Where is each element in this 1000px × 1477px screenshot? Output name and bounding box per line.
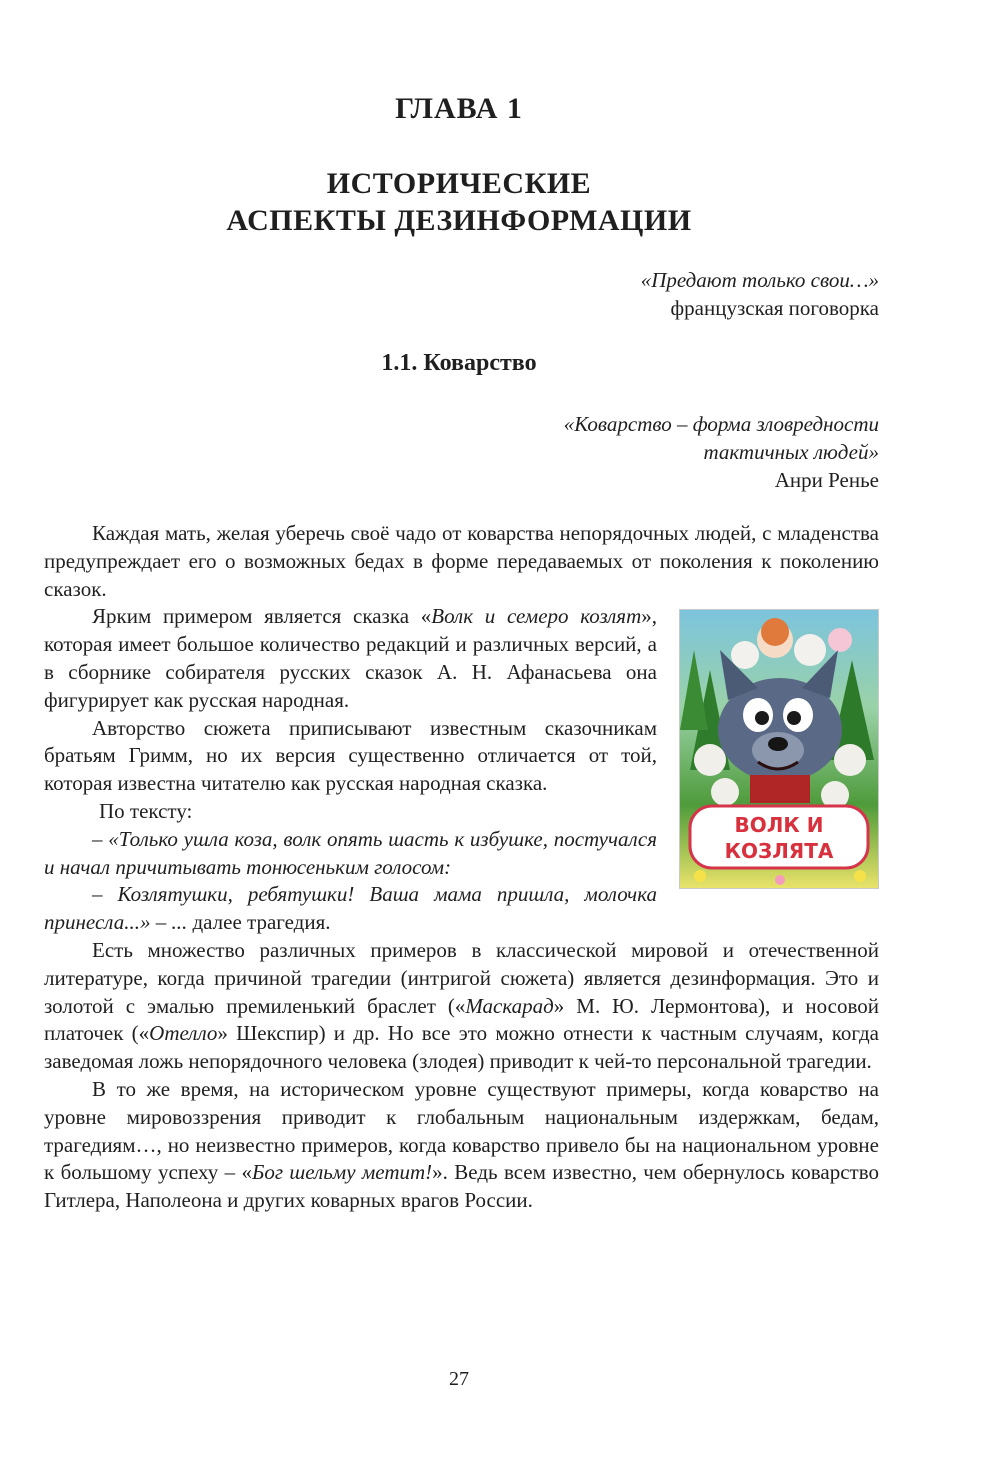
paragraph-2-text-a: Ярким примером является сказка « [92,604,432,629]
cover-title-line1: ВОЛК И [734,813,824,838]
paragraph-4: По тексту: [99,798,193,823]
paragraph-7 [44,937,879,1076]
quote-line-2: – Козлятушки, ребятушки! Ваша мама пришла, молочка принесла...» – ... [44,882,657,935]
paragraph-7-text-b: » М. Ю. Лермонтова), и носовой платочек (« [44,993,879,1046]
book-cover-image [679,609,879,889]
paragraph-8-text-a: В то же время, на историческом уровне существуют примеры, когда коварство на уровне мировоззрения приводит к глобальным национальным издержкам, бедам, трагедиям…, но неизвестно примеров, когда коварство привело бы на национальном уровне к большому успеху – « [44,1076,879,1185]
wolf-and-kids-illustration [680,610,878,888]
chapter-label: ГЛАВА 1 [395,92,523,125]
chapter-title-line1: ИСТОРИЧЕСКИЕ [326,167,592,200]
paragraph-3: Авторство сюжета приписывают известным сказочникам братьям Гримм, но их версия существенно отличается от той, которая известна читателю как русская народная сказка. [44,715,657,796]
section-title: 1.1. Коварство [381,350,537,376]
epigraph-quote: «Предают только свои…» [640,268,879,292]
quote-line-1: – «Только ушла коза, волк опять шасть к избушке, постучался и начал причитывать тонюсеньким голосом: [44,826,657,879]
paragraph-7-text-c: » Шекспир) и др. Но все это можно отнести к частным случаям, когда заведомая ложь непорядочного человека (злодея) приводит к чей-то персональной трагедии. [44,1021,879,1074]
paragraph-7-text-a: Есть множество различных примеров в классической мировой и отечественной литературе, когда причиной трагедии (интригой сюжета) является дезинформация. Это и золотой с эмалью премиленький браслет (« [44,937,879,1018]
paragraph-7-italic-2: Отелло [149,1021,218,1046]
epigraph-source: французская поговорка [670,296,879,320]
paragraph-1: Каждая мать, желая уберечь своё чадо от коварства непорядочных людей, с младенства предупреждает его о возможных бедах в форме передаваемых от поколения к поколению сказок. [44,521,879,601]
paragraph-2-italic: Волк и семеро козлят [431,604,642,629]
page-number: 27 [449,1368,469,1390]
paragraph-6-text: далее трагедия. [192,910,331,935]
epigraph-quote-line2: тактичных людей» [703,440,879,464]
body-text [44,520,879,1215]
paragraph-8-italic: Бог шельму метит! [251,1160,433,1185]
chapter-title [0,165,918,239]
chapter-title-line2: АСПЕКТЫ ДЕЗИНФОРМАЦИИ [226,204,692,237]
paragraph-8-text-b: ». Ведь всем известно, чем обернулось коварство Гитлера, Наполеона и других коварных врагов России. [44,1160,880,1213]
paragraph-6 [44,881,879,937]
cover-title-line2: КОЗЛЯТА [724,839,834,864]
epigraph-chapter [641,266,879,322]
epigraph-section [564,410,879,494]
paragraph-2-text-b: », которая имеет большое количество редакций и различных версий, а в сборнике собирателя русских сказок А. Н. Афанасьева она фигурирует как русская народная. [44,604,657,712]
epigraph-author: Анри Ренье [774,468,879,492]
paragraph-8 [44,1076,879,1215]
epigraph-quote-line1: «Коварство – форма зловредности [563,412,879,436]
paragraph-7-italic-1: Маскарад [465,993,554,1018]
